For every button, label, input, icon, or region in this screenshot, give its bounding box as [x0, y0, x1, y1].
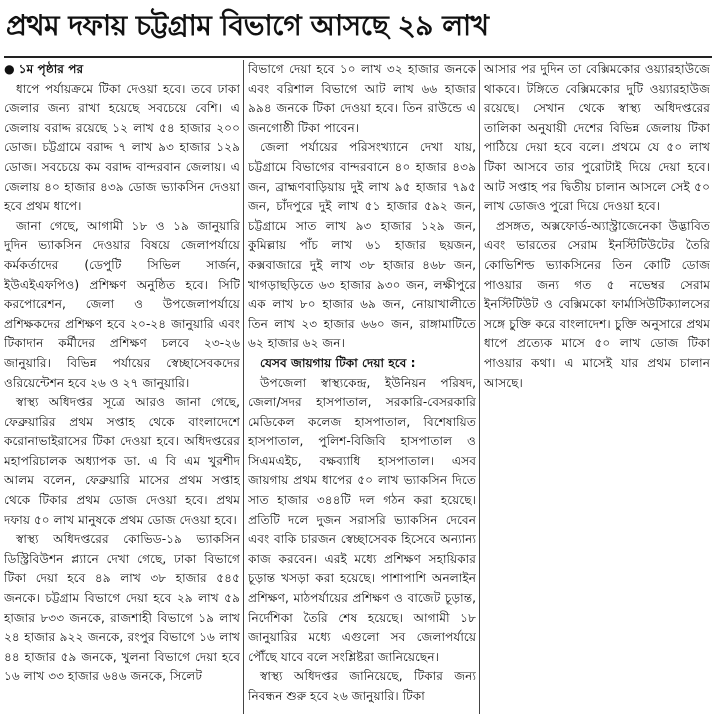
paragraph: উপজেলা স্বাস্থ্যকেন্দ্র, ইউনিয়ন পরিষদ, জেলা/সদর হাসপাতাল, সরকারি-বেসরকারি মেডিকেল কলেজ হাসপাতাল, বিশেষায়িত হাসপাতাল, পুলিশ-বিজিবি হাসপাতাল ও সিএমএইচ, বক্ষব্যাধি হাসপাতাল। এসব জায়গায় প্রথম ধাপের ৫০ লাখ ভ্যাকসিন দিতে সাত হাজার ৩৪৪টি দল গঠন করা হয়েছে। প্রতিটি দলে দুজন সরাসরি ভ্যাকসিন দেবেন এবং বাকি চারজন স্বেচ্ছাসেবক হিসেবে অন্যান্য কাজ করবেন। এরই মধ্যে প্রশিক্ষণ সহায়িকার চূড়ান্ত খসড়া করা হয়েছে। পাশাপাশি অনলাইন প্রশিক্ষণ, মাঠপর্যায়ের প্রশিক্ষণ ও বাজেট চূড়ান্ত, নির্দেশিকা তৈরি শেষ হয়েছে। আগামী ১৮ জানুয়ারির মধ্যে এগুলো সব জেলাপর্যায়ে পৌঁছে যাবে বলে সংশ্লিষ্টরা জানিয়েছেন।: [248, 375, 476, 664]
bullet-icon: ●: [4, 62, 15, 76]
continued-from: [4, 60, 240, 80]
paragraph: জেলা পর্যায়ের পরিসংখ্যানে দেখা যায়, চট্টগ্রামে বিভাগের বান্দরবানে ৪০ হাজার ৪৩৯ জন, ব্রাহ্মণবাড়িয়ায় দুই লাখ ৯৫ হাজার ৭৯৫ জন, চাঁদপুরে দুই লাখ ৫১ হাজার ৫৯২ জন, চট্টগ্রামে সাত লাখ ৯৩ হাজার ১২৯ জন, কুমিল্লায় পাঁচ লাখ ৬১ হাজার ছয়জন, কক্সবাজারে দুই লাখ ৩৮ হাজার ৪৬৮ জন, খাগড়াছড়িতে ৬৩ হাজার ৯৩০ জন, লক্ষীপুরে এক লাখ ৮০ হাজার ৬৯ জন, নোয়াখালীতে তিন লাখ ২৩ হাজার ৬৬০ জন, রাঙ্গামাটিতে ৬২ হাজার ৬২ জন।: [248, 140, 476, 351]
headline-rule: [4, 56, 712, 58]
column-2: [248, 60, 476, 714]
column-3: [484, 60, 710, 714]
paragraph: ধাপে পর্যায়ক্রমে টিকা দেওয়া হবে। তবে ঢাকা জেলার জন্য রাখা হয়েছে সবচেয়ে বেশি। এ জেলায় বরাদ্দ রয়েছে ১২ লাখ ৫৪ হাজার ২০০ ডোজ। চট্টগ্রামে বরাদ্দ ৭ লাখ ৯৩ হাজার ১২৯ ডোজ। সবচেয়ে কম বরাদ্দ বান্দরবান জেলায়। এ জেলায় ৪০ হাজার ৪৩৯ ডোজ ভ্যাকসিন দেওয়া হবে প্রথম ধাপে।: [4, 81, 240, 214]
paragraph: জানা গেছে, আগামী ১৮ ও ১৯ জানুয়ারি দুদিন ভ্যাকসিন দেওয়ার বিষয়ে জেলাপর্যায়ে কর্মকর্তাদের (ডেপুটি সিভিল সার্জন, ইউএইএফপিও) প্রশিক্ষণ অনুষ্ঠিত হবে। সিটি করপোরেশন, জেলা ও উপজেলাপর্যায়ে প্রশিক্ষকদের প্রশিক্ষণ হবে ২০-২৪ জানুয়ারি এবং টিকাদান কর্মীদের প্রশিক্ষণ চলবে ২৩-২৬ জানুয়ারি। বিভিন্ন পর্যায়ের স্বেচ্ছাসেবকদের ওরিয়েন্টেশন হবে ২৬ ও ২৭ জানুয়ারি।: [4, 218, 240, 390]
column-divider: [479, 60, 480, 714]
continued-from-label: ১ম পৃষ্ঠার পর: [18, 62, 84, 76]
column-1: [4, 60, 240, 714]
paragraph: স্বাস্থ্য অধিদপ্তর সূত্রে আরও জানা গেছে, ফেব্রুয়ারির প্রথম সপ্তাহ থেকে বাংলাদেশে করোনাভাইরাসের টিকা দেওয়া হবে। অধিদপ্তরের মহাপরিচালক অধ্যাপক ডা. এ বি এম খুরশীদ আলম বলেন, ফেব্রুয়ারি মাসের প্রথম সপ্তাহ থেকে টিকার প্রথম ডোজ দেওয়া হবে। প্রথম দফায় ৫০ লাখ মানুষকে প্রথম ডোজ দেওয়া হবে।: [4, 395, 240, 527]
paragraph: স্বাস্থ্য অধিদপ্তরের কোভিড-১৯ ভ্যাকসিন ডিস্ট্রিবিউশন প্ল্যানে দেখা গেছে, ঢাকা বিভাগে টিকা দেয়া হবে ৪৯ লাখ ৩৮ হাজার ৫৪৫ জনকে। চট্টগ্রাম বিভাগে দেয়া হবে ২৯ লাখ ৫৯ হাজার ৮৩৩ জনকে, রাজশাহী বিভাগে ১৯ লাখ ২৪ হাজার ৯২২ জনকে, রংপুর বিভাগে ১৬ লাখ ৪৪ হাজার ৫৯ জনকে, খুলনা বিভাগে দেয়া হবে ১৬ লাখ ৩৩ হাজার ৬৪৬ জনকে, সিলেট: [4, 532, 240, 684]
subheading: যেসব জায়গায় টিকা দেয়া হবে :: [260, 355, 416, 370]
paragraph: বিভাগে দেয়া হবে ১০ লাখ ৩২ হাজার জনকে এবং বরিশাল বিভাগে আট লাখ ৬৬ হাজার ৯৯৪ জনকে টিকা দেওয়া হবে। তিন রাউন্ডে এ জনগোষ্ঠী টিকা পাবেন।: [248, 62, 476, 135]
paragraph: আসার পর দুদিন তা বেক্সিমকোর ওয়্যারহাউজে থাকবে। টঙ্গিতে বেক্সিমকোর দুটি ওয়্যারহাউজ রয়েছে। সেখান থেকে স্বাস্থ্য অধিদপ্তরের তালিকা অনুযায়ী দেশের বিভিন্ন জেলায় টিকা পাঠিয়ে দেয়া হবে বলে। প্রথমে যে ৫০ লাখ টিকা আসবে তার পুরোটাই দিয়ে দেয়া হবে। আট সপ্তাহ পর দ্বিতীয় চালান আসলে সেই ৫০ লাখ ডোজও পুরো দিয়ে দেওয়া হবে।: [484, 62, 710, 214]
column-divider: [243, 60, 244, 714]
paragraph: স্বাস্থ্য অধিদপ্তর জানিয়েছে, টিকার জন্য নিবন্ধন শুরু হবে ২৬ জানুয়ারি। টিকা: [248, 669, 476, 703]
paragraph: প্রসঙ্গত, অক্সফোর্ড-অ্যাস্ট্রাজেনেকা উদ্ভাবিত এবং ভারতের সেরাম ইনস্টিটিউটের তৈরি কোভিশিল্ড ভ্যাকসিনের তিন কোটি ডোজ পাওয়ার জন্য গত ৫ নভেম্বর সেরাম ইনস্টিটিউট ও বেক্সিমকো ফার্মাসিউটিক্যালসের সঙ্গে চুক্তি করে বাংলাদেশ। চুক্তি অনুসারে প্রথম ধাপে প্রত্যেক মাসে ৫০ লাখ ডোজ টিকা পাওয়ার কথা। এ মাসেই যার প্রথম চালান আসছে।: [484, 218, 710, 390]
headline: প্রথম দফায় চট্টগ্রাম বিভাগে আসছে ২৯ লাখ: [6, 9, 489, 42]
